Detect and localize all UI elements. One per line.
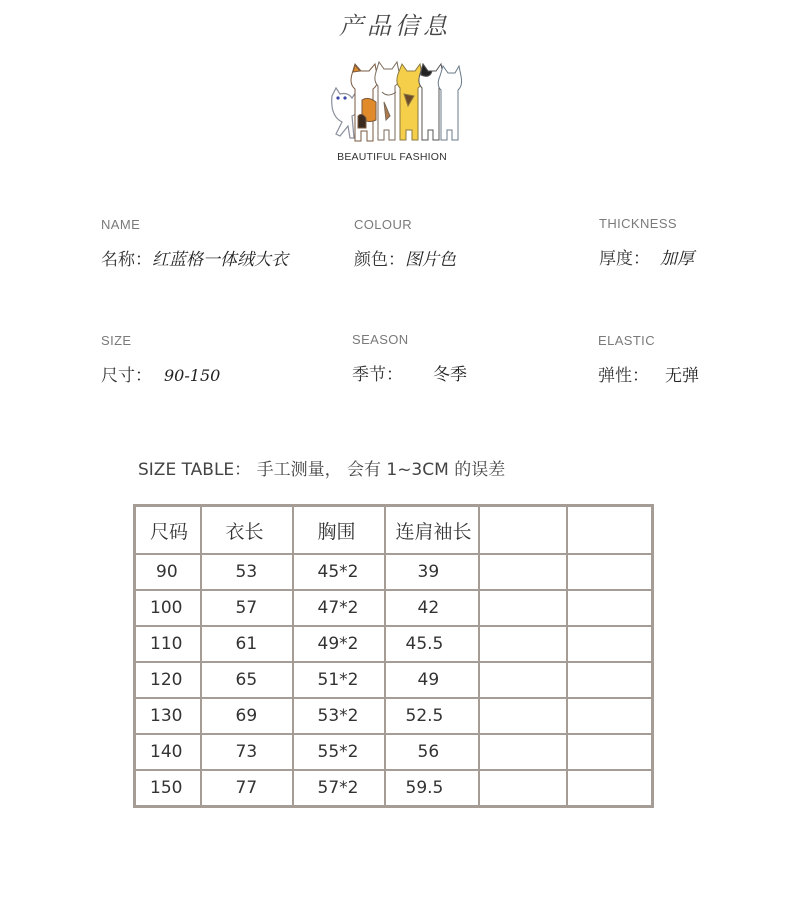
info-entry <box>352 360 467 385</box>
table-cell: 120 <box>135 662 201 698</box>
brand-logo <box>322 52 462 170</box>
table-cell: 150 <box>135 770 201 807</box>
table-cell: 73 <box>201 734 293 770</box>
info-key: 弹性： <box>598 366 649 386</box>
table-cell: 52.5 <box>385 698 479 734</box>
table-cell: 77 <box>201 770 293 807</box>
header-cell: 连肩袖长 <box>385 506 479 555</box>
info-label-en: SEASON <box>352 332 409 347</box>
header-cell: 尺码 <box>135 506 201 555</box>
info-key: 名称： <box>101 250 152 270</box>
header-cell <box>567 506 653 555</box>
info-entry <box>101 245 288 270</box>
table-cell: 57 <box>201 590 293 626</box>
header-cell <box>479 506 567 555</box>
table-cell: 61 <box>201 626 293 662</box>
table-cell: 69 <box>201 698 293 734</box>
header-cell: 胸围 <box>293 506 385 555</box>
table-cell <box>479 590 567 626</box>
info-elastic <box>598 333 699 386</box>
table-cell <box>479 698 567 734</box>
table-row <box>135 662 653 698</box>
info-value: 无弹 <box>665 366 699 386</box>
table-cell: 42 <box>385 590 479 626</box>
table-cell: 90 <box>135 554 201 590</box>
size-table <box>133 504 654 808</box>
info-key: 厚度： <box>599 249 650 269</box>
table-cell: 39 <box>385 554 479 590</box>
table-row <box>135 554 653 590</box>
info-name <box>101 217 288 270</box>
info-value: 加厚 <box>660 249 694 269</box>
info-value: 冬季 <box>433 365 467 385</box>
table-cell: 140 <box>135 734 201 770</box>
table-cell: 51*2 <box>293 662 385 698</box>
header-cell: 衣长 <box>201 506 293 555</box>
table-cell <box>567 590 653 626</box>
info-key: 颜色： <box>354 250 405 270</box>
info-thickness <box>599 216 694 269</box>
table-cell: 65 <box>201 662 293 698</box>
info-entry <box>599 244 694 269</box>
info-label-en: THICKNESS <box>599 216 678 231</box>
table-cell: 49*2 <box>293 626 385 662</box>
table-cell <box>479 554 567 590</box>
table-cell: 53*2 <box>293 698 385 734</box>
table-cell: 47*2 <box>293 590 385 626</box>
table-row <box>135 626 653 662</box>
table-cell: 45*2 <box>293 554 385 590</box>
table-cell: 53 <box>201 554 293 590</box>
table-cell: 57*2 <box>293 770 385 807</box>
info-value: 图片色 <box>405 250 456 270</box>
table-cell <box>567 626 653 662</box>
info-entry <box>101 361 220 386</box>
table-cell: 56 <box>385 734 479 770</box>
table-cell: 130 <box>135 698 201 734</box>
table-cell <box>567 770 653 807</box>
table-cell <box>479 662 567 698</box>
page-title: 产品信息 <box>339 12 451 40</box>
table-row <box>135 770 653 807</box>
table-cell <box>479 770 567 807</box>
table-cell <box>567 554 653 590</box>
info-entry <box>354 245 456 270</box>
table-row <box>135 734 653 770</box>
cats-illustration <box>322 52 462 152</box>
info-entry <box>598 361 699 386</box>
info-size <box>101 333 221 386</box>
table-cell <box>567 662 653 698</box>
table-cell <box>479 734 567 770</box>
table-cell: 59.5 <box>385 770 479 807</box>
info-value: 红蓝格一体绒大衣 <box>152 250 288 270</box>
info-label-en: ELASTIC <box>598 333 655 348</box>
table-cell <box>567 734 653 770</box>
info-colour <box>354 217 456 270</box>
table-cell: 49 <box>385 662 479 698</box>
info-value: 90-150 <box>164 366 221 385</box>
brand-slogan: BEAUTIFUL FASHION <box>337 151 447 163</box>
info-label-en: NAME <box>101 217 141 232</box>
info-season <box>352 332 467 385</box>
table-cell: 55*2 <box>293 734 385 770</box>
size-table-caption: SIZE TABLE： 手工测量， 会有 1~3CM 的误差 <box>138 460 506 480</box>
table-cell: 110 <box>135 626 201 662</box>
info-label-en: COLOUR <box>354 217 413 232</box>
info-key: 尺寸： <box>101 366 152 386</box>
table-cell: 100 <box>135 590 201 626</box>
info-key: 季节： <box>352 365 403 385</box>
table-cell <box>479 626 567 662</box>
info-label-en: SIZE <box>101 333 132 348</box>
table-row <box>135 698 653 734</box>
table-cell: 45.5 <box>385 626 479 662</box>
table-cell <box>567 698 653 734</box>
table-row <box>135 590 653 626</box>
table-header-row <box>135 506 653 555</box>
